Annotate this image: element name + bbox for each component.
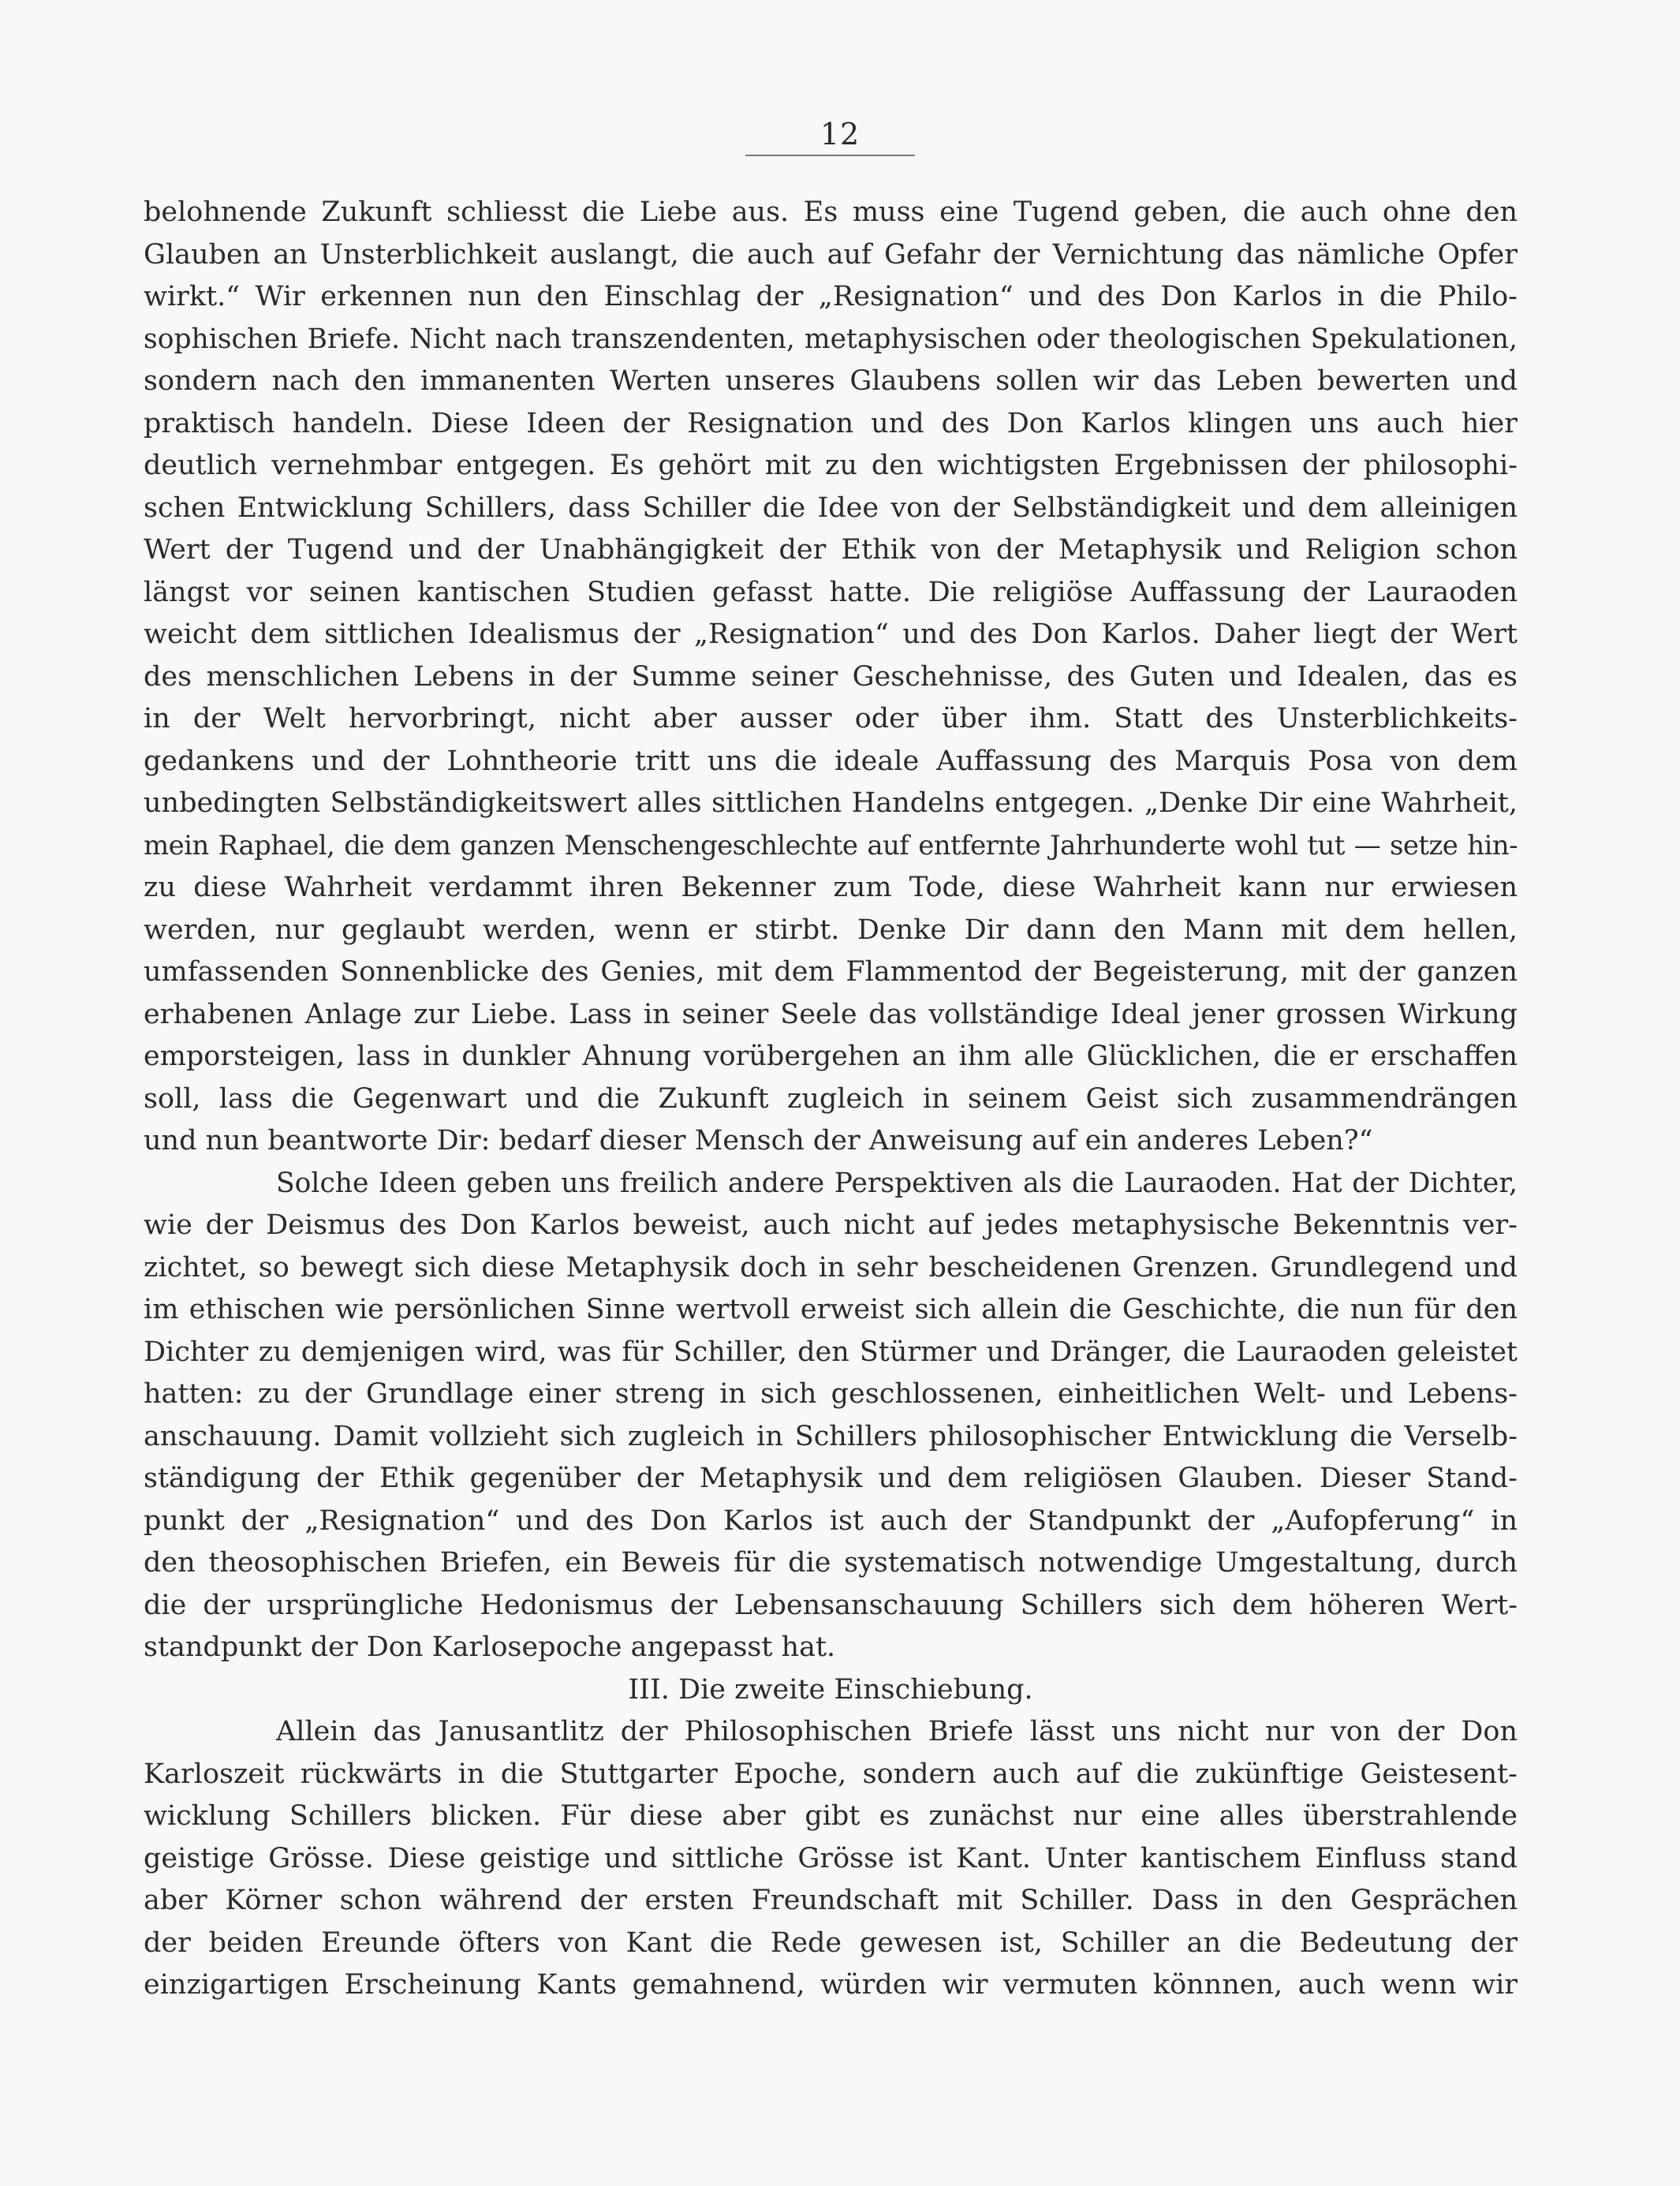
text-line: hatten: zu der Grundlage einer streng in sich geschlossenen, einheitlichen Welt- und Lebens- [144,1378,1518,1410]
text-line: Glauben an Unsterblichkeit auslangt, die auch auf Gefahr der Vernichtung das nämliche Opfer [144,238,1518,271]
text-line: ständigung der Ethik gegenüber der Metaphysik und dem religiösen Glauben. Dieser Stand- [144,1463,1518,1494]
text-line: zichtet, so bewegt sich diese Metaphysik doch in sehr bescheidenen Grenzen. Grundlegend und [144,1251,1518,1284]
text-line: sondern nach den immanenten Werten unseres Glaubens sollen wir das Leben bewerten und [144,365,1518,397]
text-line: werden, nur geglaubt werden, wenn er stirbt. Denke Dir dann den Mann mit dem hellen, [144,914,1518,946]
text-line: Wert der Tugend und der Unabhängigkeit der Ethik von der Metaphysik und Religion schon [144,534,1518,566]
text-line: Solche Ideen geben uns freilich andere Perspektiven als die Lauraoden. Hat der Dichter, [276,1167,1518,1199]
header-rule [745,155,915,156]
text-line: belohnende Zukunft schliesst die Liebe aus. Es muss eine Tugend geben, die auch ohne den [144,196,1518,228]
text-line: geistige Grösse. Diese geistige und sittliche Grösse ist Kant. Unter kantischem Einfluss stand [144,1842,1518,1874]
text-line: einzigartigen Erscheinung Kants gemahnend, würden wir vermuten könnnen, auch wenn wir [144,1969,1518,2001]
text-line: schen Entwicklung Schillers, dass Schiller die Idee von der Selbständigkeit und dem alleinigen [144,491,1518,524]
text-line: weicht dem sittlichen Idealismus der „Resignation“ und des Don Karlos. Daher liegt der Wert [144,618,1518,650]
text-line: den theosophischen Briefen, ein Beweis für die systematisch notwendige Umgestaltung, durch [144,1547,1518,1579]
text-line: standpunkt der Don Karlosepoche angepasst hat. [144,1631,836,1663]
text-line: wicklung Schillers blicken. Für diese aber gibt es zunächst nur eine alles überstrahlende [144,1800,1518,1832]
text-line: gedankens und der Lohntheorie tritt uns die ideale Auffassung des Marquis Posa von dem [144,745,1518,777]
body-text [144,192,1518,2007]
text-line: Allein das Janusantlitz der Philosophischen Briefe lässt uns nicht nur von der Don [276,1716,1518,1747]
text-line: wie der Deismus des Don Karlos beweist, auch nicht auf jedes metaphysische Bekenntnis ver- [144,1209,1518,1241]
text-line: erhabenen Anlage zur Liebe. Lass in seiner Seele das vollständige Ideal jener grossen Wirkung [144,998,1518,1030]
text-line: unbedingten Selbständigkeitswert alles sittlichen Handelns entgegen. „Denke Dir eine Wahrheit, [144,787,1518,819]
text-line: zu diese Wahrheit verdammt ihren Bekenner zum Tode, diese Wahrheit kann nur erwiesen [144,872,1518,903]
text-line: die der ursprüngliche Hedonismus der Lebensanschauung Schillers sich dem höheren Wert- [144,1589,1518,1621]
text-line: der beiden Ereunde öfters von Kant die Rede gewesen ist, Schiller an die Bedeutung der [144,1926,1518,1959]
text-line: des menschlichen Lebens in der Summe seiner Geschehnisse, des Guten und Idealen, das es [144,660,1518,693]
text-line: soll, lass die Gegenwart und die Zukunft zugleich in seinem Geist sich zusammendrängen [144,1082,1518,1115]
text-line: praktisch handeln. Diese Ideen der Resignation und des Don Karlos klingen uns auch hier [144,407,1518,439]
text-line: anschauung. Damit vollzieht sich zugleich in Schillers philosophischer Entwicklung die Verselb- [144,1420,1518,1452]
text-line: im ethischen wie persönlichen Sinne wertvoll erweist sich allein die Geschichte, die nun für den [144,1294,1518,1325]
text-line: mein Raphael, die dem ganzen Menschengeschlechte auf entfernte Jahrhunderte wohl tut — setze hin- [144,829,1518,861]
text-line: Dichter zu demjenigen wird, was für Schiller, den Stürmer und Dränger, die Lauraoden geleistet [144,1336,1518,1368]
text-line: punkt der „Resignation“ und des Don Karlos ist auch der Standpunkt der „Aufopferung“ in [144,1504,1518,1537]
text-line: und nun beantworte Dir: bedarf dieser Mensch der Anweisung auf ein anderes Leben?“ [144,1125,1373,1157]
text-line: umfassenden Sonnenblicke des Genies, mit dem Flammentod der Begeisterung, mit der ganzen [144,956,1518,988]
text-line: aber Körner schon während der ersten Freundschaft mit Schiller. Dass in den Gesprächen [144,1885,1518,1916]
page-number: 12 [819,117,861,151]
text-line: längst vor seinen kantischen Studien gefasst hatte. Die religiöse Auffassung der Lauraoden [144,576,1518,608]
text-line: sophischen Briefe. Nicht nach transzendenten, metaphysischen oder theologischen Spekulationen, [144,323,1518,355]
text-line: emporsteigen, lass in dunkler Ahnung vorübergehen an ihm alle Glücklichen, die er erschaffen [144,1041,1518,1072]
text-line: Karloszeit rückwärts in die Stuttgarter Epoche, sondern auch auf die zukünftige Geistesent- [144,1758,1518,1790]
text-line: deutlich vernehmbar entgegen. Es gehört mit zu den wichtigsten Ergebnissen der philosophi- [144,450,1518,481]
section-heading: III. Die zweite Einschiebung. [628,1673,1033,1706]
text-line: in der Welt hervorbringt, nicht aber ausser oder über ihm. Statt des Unsterblichkeits- [144,703,1518,734]
text-line: wirkt.“ Wir erkennen nun den Einschlag der „Resignation“ und des Don Karlos in die Philo- [144,281,1518,312]
